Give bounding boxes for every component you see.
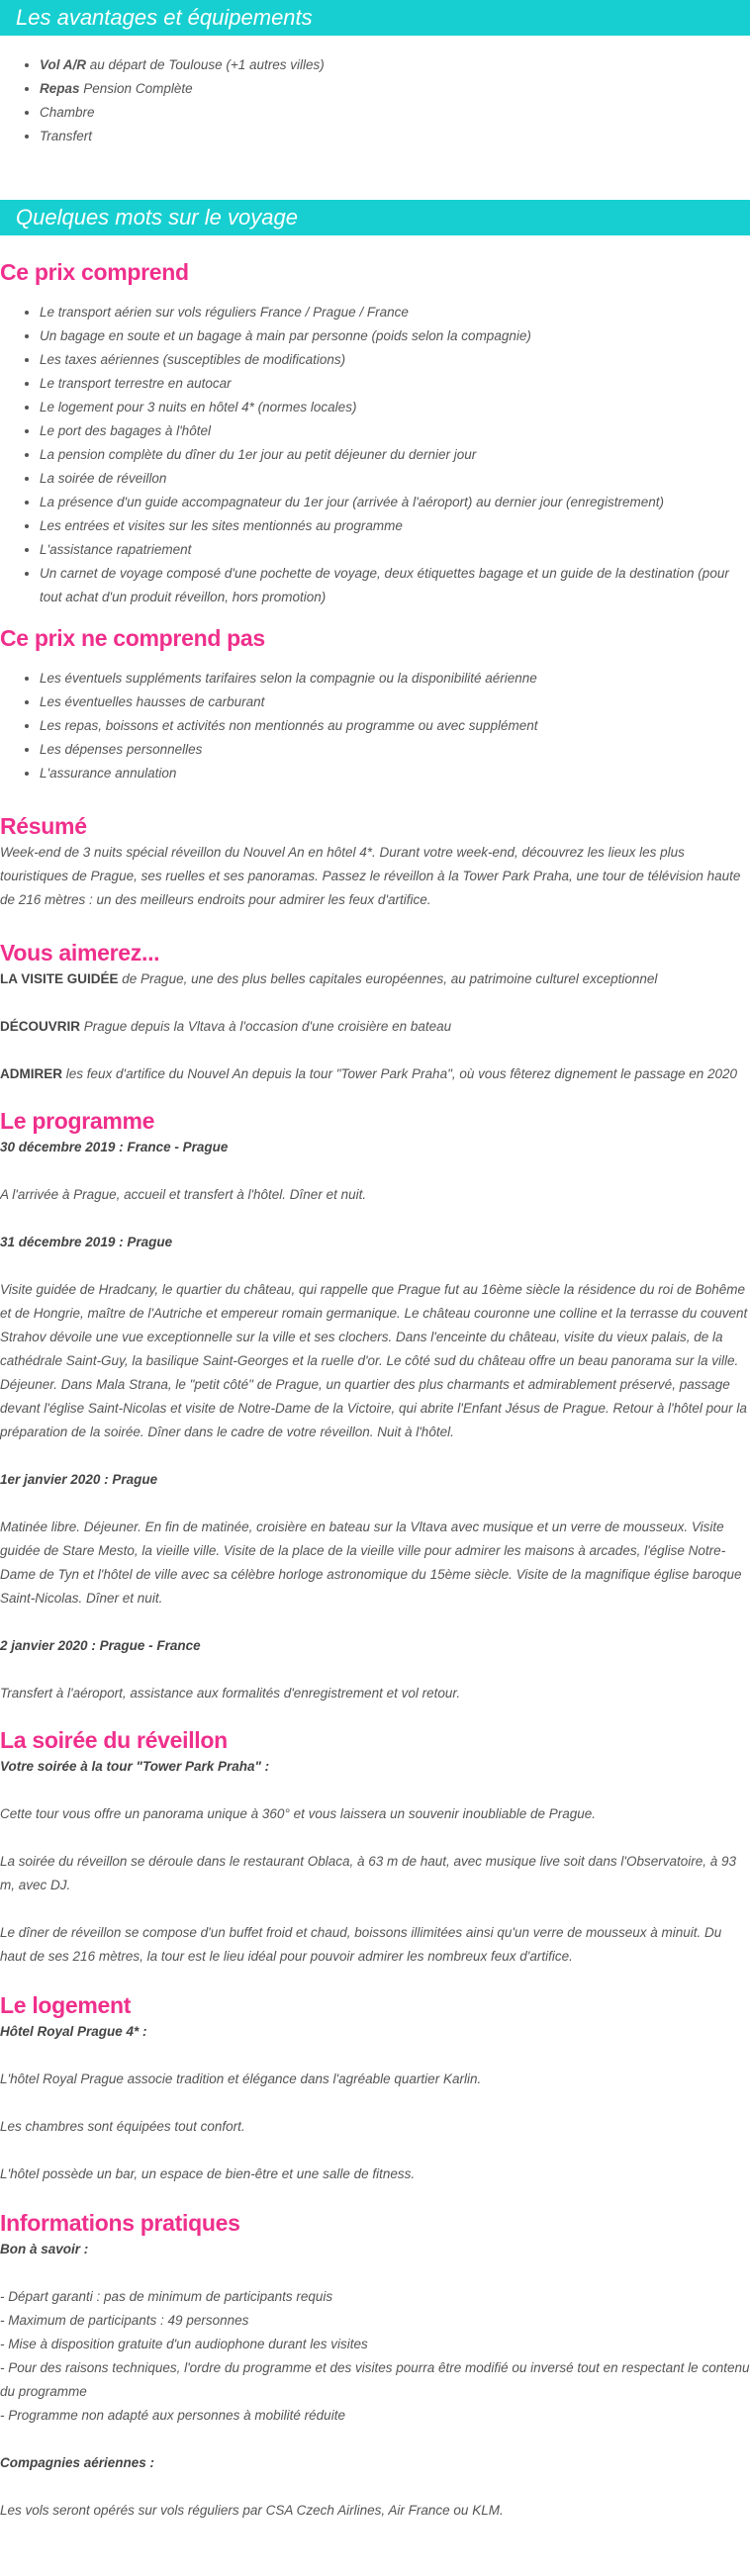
soiree-paragraph: La soirée du réveillon se déroule dans le restaurant Oblaca, à 63 m de haut, avec musique live soit dans l'Observatoire, à 93 m, avec DJ.: [0, 1854, 737, 1892]
soiree-paragraph: Le dîner de réveillon se compose d'un buffet froid et chaud, boissons illimitées ainsi qu'un verre de mousseux à minuit. Du haut de ses 216 mètres, la tour est le lieu idéal pour pouvoir admirer les nombreux feux d'artifice.: [0, 1925, 722, 1964]
section-vous-aimerez: [0, 938, 750, 1086]
list-item: • Les taxes aériennes (susceptibles de modifications): [40, 348, 750, 372]
list-item: • Les repas, boissons et activités non mentionnés au programme ou avec supplément: [40, 714, 750, 738]
aimerez-item: [0, 1062, 750, 1086]
soiree-paragraph: Cette tour vous offre un panorama unique à 360° et vous laissera un souvenir inoubliable de Prague.: [0, 1806, 597, 1821]
section-title: Informations pratiques: [0, 2210, 240, 2236]
item-text: les feux d'artifice du Nouvel An depuis la tour "Tower Park Praha", où vous fêterez dignement le passage en 2020: [62, 1066, 738, 1081]
aimerez-item: [0, 967, 750, 991]
section-title: Vous aimerez...: [0, 940, 160, 966]
day-heading: 2 janvier 2020 : Prague - France: [0, 1638, 201, 1653]
section-title: Ce prix ne comprend pas: [0, 625, 265, 651]
item-bold: DÉCOUVRIR: [0, 1019, 81, 1034]
list-item: • Un bagage en soute et un bagage à main par personne (poids selon la compagnie): [40, 324, 750, 348]
section-title: Ce prix comprend: [0, 259, 189, 285]
comprend-list: [0, 301, 750, 609]
list-item: [40, 101, 750, 125]
item-text: de Prague, une des plus belles capitales européennes, au patrimoine culturel exceptionnel: [118, 971, 658, 986]
item-text: au départ de Toulouse (+1 autres villes): [86, 57, 325, 72]
section-title: Résumé: [0, 813, 87, 839]
list-item: • Le logement pour 3 nuits en hôtel 4* (normes locales): [40, 396, 750, 419]
list-item: • L'assurance annulation: [40, 762, 750, 785]
infos-line: - Programme non adapté aux personnes à mobilité réduite: [0, 2408, 345, 2423]
section-soiree-reveillon: [0, 1725, 750, 1969]
infos-line: - Maximum de participants : 49 personnes: [0, 2313, 249, 2328]
day-text: Transfert à l'aéroport, assistance aux formalités d'enregistrement et vol retour.: [0, 1686, 461, 1701]
day-heading: 1er janvier 2020 : Prague: [0, 1472, 158, 1487]
section-prix-comprend: [0, 257, 750, 609]
nocomprend-list: [0, 667, 750, 785]
item-bold: Repas: [40, 81, 80, 96]
item-text: Prague depuis la Vltava à l'occasion d'une croisière en bateau: [80, 1019, 452, 1034]
day-heading: 31 décembre 2019 : Prague: [0, 1235, 173, 1249]
list-item: [40, 125, 750, 148]
section-prix-ne-comprend-pas: [0, 623, 750, 785]
list-item: • Le port des bagages à l'hôtel: [40, 419, 750, 443]
resume-text: Week-end de 3 nuits spécial réveillon du Nouvel An en hôtel 4*. Durant votre week-end, découvrez les lieux les plus touristiques de Prague, ses ruelles et ses panoramas. Passez le réveillon à la Tower Park Praha, une tour de télévision haute de 216 mètres : un des meilleurs endroits pour admirer les feux d'artifice.: [0, 845, 741, 907]
airlines-text: Les vols seront opérés sur vols réguliers par CSA Czech Airlines, Air France ou KLM.: [0, 2503, 504, 2518]
section-logement: [0, 1990, 750, 2186]
infos-heading: Bon à savoir :: [0, 2242, 89, 2256]
item-bold: LA VISITE GUIDÉE: [0, 971, 119, 986]
list-item: [40, 77, 750, 101]
list-item: • Les éventuelles hausses de carburant: [40, 690, 750, 714]
section-resume: [0, 811, 750, 912]
logement-paragraph: L'hôtel possède un bar, un espace de bien-être et une salle de fitness.: [0, 2166, 416, 2181]
list-item: • Les dépenses personnelles: [40, 738, 750, 762]
infos-line: - Départ garanti : pas de minimum de participants requis: [0, 2289, 333, 2304]
day-heading: 30 décembre 2019 : France - Prague: [0, 1140, 229, 1154]
logement-heading: Hôtel Royal Prague 4* :: [0, 2024, 147, 2039]
item-text: Pension Complète: [79, 81, 193, 96]
airlines-heading: Compagnies aériennes :: [0, 2455, 155, 2470]
logement-paragraph: L'hôtel Royal Prague associe tradition et élégance dans l'agréable quartier Karlin.: [0, 2071, 482, 2086]
infos-line: - Mise à disposition gratuite d'un audiophone durant les visites: [0, 2337, 368, 2351]
item-text: Transfert: [40, 129, 93, 143]
day-text: Matinée libre. Déjeuner. En fin de matinée, croisière en bateau sur la Vltava avec musique et un verre de mousseux. Visite guidée de Stare Mesto, la vieille ville. Visite de la place de la vieille ville pour admirer les maisons à arcades, l'église Notre-Dame de Tyn et l'hôtel de ville avec sa célèbre horloge astronomique du 15ème siècle. Visite de la magnifique église baroque Saint-Nicolas. Dîner et nuit.: [0, 1519, 742, 1606]
section-programme: [0, 1106, 750, 1705]
avantages-banner: Les avantages et équipements: [0, 0, 750, 36]
section-title: Le logement: [0, 1992, 132, 2018]
list-item: [40, 53, 750, 77]
section-informations-pratiques: [0, 2208, 750, 2523]
list-item: • La pension complète du dîner du 1er jour au petit déjeuner du dernier jour: [40, 443, 750, 467]
list-item: • L'assistance rapatriement: [40, 538, 750, 562]
aimerez-item: [0, 1015, 750, 1039]
list-item: • Les éventuels suppléments tarifaires selon la compagnie ou la disponibilité aérienne: [40, 667, 750, 690]
list-item: • Les entrées et visites sur les sites mentionnés au programme: [40, 514, 750, 538]
section-title: Le programme: [0, 1108, 155, 1134]
list-item: • La présence d'un guide accompagnateur du 1er jour (arrivée à l'aéroport) au dernier jour (enregistrement): [40, 491, 750, 514]
logement-paragraph: Les chambres sont équipées tout confort.: [0, 2119, 245, 2134]
item-bold: Vol A/R: [40, 57, 86, 72]
list-item: • Le transport terrestre en autocar: [40, 372, 750, 396]
voyage-banner: Quelques mots sur le voyage: [0, 200, 750, 235]
list-item: • Le transport aérien sur vols réguliers France / Prague / France: [40, 301, 750, 324]
list-item: • La soirée de réveillon: [40, 467, 750, 491]
item-bold: ADMIRER: [0, 1066, 62, 1081]
item-text: Chambre: [40, 105, 95, 120]
day-text: A l'arrivée à Prague, accueil et transfert à l'hôtel. Dîner et nuit.: [0, 1187, 367, 1202]
infos-line: - Pour des raisons techniques, l'ordre du programme et des visites pourra être modifié ou inversé tout en respectant le contenu du programme: [0, 2360, 750, 2399]
section-title: La soirée du réveillon: [0, 1727, 228, 1753]
list-item: • Un carnet de voyage composé d'une pochette de voyage, deux étiquettes bagage et un guide de la destination (pour tout achat d'un produit réveillon, hors promotion): [40, 562, 750, 609]
avantages-list: [0, 53, 750, 148]
day-text: Visite guidée de Hradcany, le quartier du château, qui rappelle que Prague fut au 16ème siècle la résidence du roi de Bohême et de Hongrie, maître de l'Autriche et empereur romain germanique. Le château couronne une colline et la terrasse du couvent Strahov dévoile une vue exceptionnelle sur la ville et ses clochers. Dans l'enceinte du château, visite du vieux palais, de la cathédrale Saint-Guy, la basilique Saint-Georges et la ruelle d'or. Le côté sud du château offre un beau panorama sur la ville. Déjeuner. Dans Mala Strana, le "petit côté" de Prague, un quartier des plus charmants et admirablement préservé, passage devant l'église Saint-Nicolas et visite de Notre-Dame de la Victoire, qui abrite l'Enfant Jésus de Prague. Retour à l'hôtel pour la préparation de la soirée. Dîner dans le cadre de votre réveillon. Nuit à l'hôtel.: [0, 1282, 748, 1439]
soiree-heading: Votre soirée à la tour "Tower Park Praha" :: [0, 1759, 270, 1774]
